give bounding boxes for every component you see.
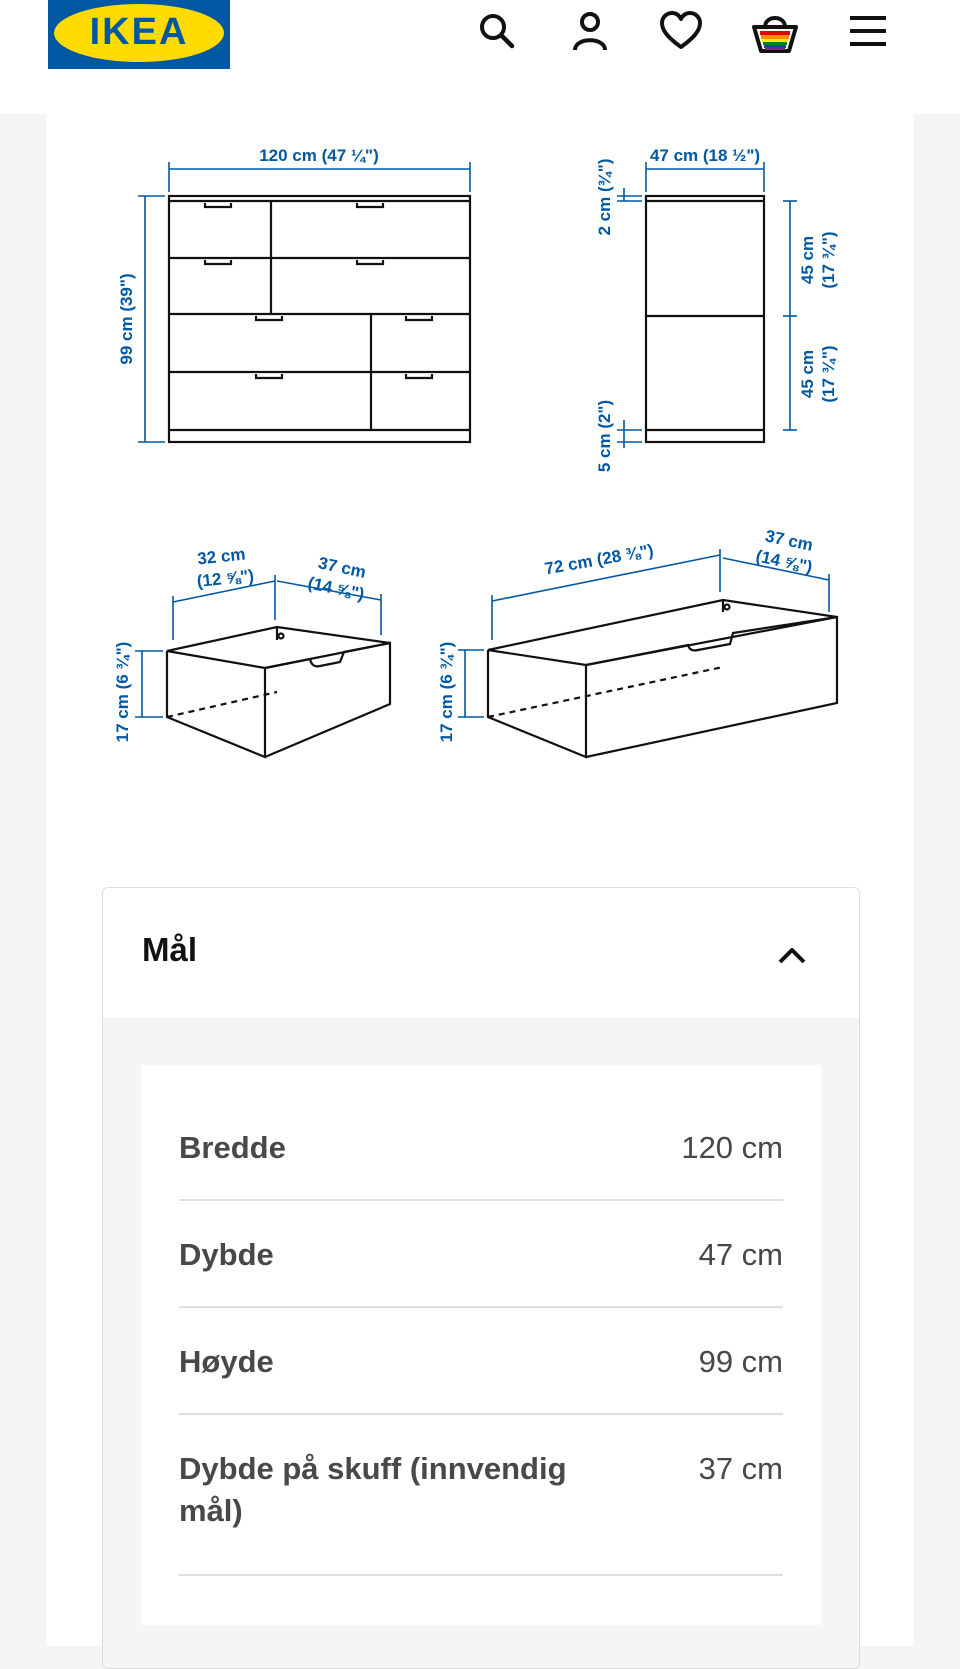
ikea-logo[interactable] (48, 0, 230, 69)
search-icon[interactable] (472, 6, 522, 56)
dimension-label: Dybde på skuff (innvendig (179, 1451, 567, 1486)
dimension-row (179, 1339, 783, 1415)
label-small-height: 17 cm (6 ¾") (113, 641, 132, 743)
dimension-label: Høyde (179, 1344, 274, 1379)
dimension-value: 47 cm (698, 1237, 783, 1272)
dimension-label: Dybde (179, 1237, 274, 1272)
label-large-depth-in: (14 ⅝") (754, 546, 815, 577)
label-small-depth-in: (14 ⅝") (306, 573, 367, 604)
accordion-header[interactable] (103, 888, 859, 1018)
label-side-upper: 45 cm (798, 235, 817, 285)
label-large-height: 17 cm (6 ¾") (437, 641, 456, 743)
dimension-drawing (100, 120, 860, 840)
site-header (0, 0, 960, 114)
label-small-depth: 37 cm (316, 553, 368, 582)
label-small-width-in: (12 ⅝") (195, 566, 255, 591)
label-side-lower: 45 cm (798, 349, 817, 399)
label-front-height: 99 cm (39") (117, 273, 136, 365)
label-large-width: 72 cm (28 ⅜") (543, 540, 655, 579)
dimensions-accordion (102, 887, 860, 1669)
accordion-title: Mål (142, 931, 198, 968)
label-side-top: 2 cm (¾") (595, 158, 614, 236)
label-side-lower-in: (17 ¾") (819, 345, 838, 403)
logo-text: IKEA (89, 11, 189, 53)
dimension-value: 37 cm (698, 1451, 783, 1486)
user-icon[interactable] (565, 6, 615, 56)
dimension-value: 120 cm (681, 1130, 783, 1165)
label-large-depth: 37 cm (763, 526, 815, 555)
menu-icon[interactable] (843, 6, 893, 56)
label-side-depth: 47 cm (18 ½") (649, 146, 761, 165)
chevron-up-icon[interactable] (767, 930, 817, 980)
dimension-label: Bredde (179, 1130, 286, 1165)
dimension-row (179, 1125, 783, 1201)
label-side-base: 5 cm (2") (595, 399, 614, 473)
heart-icon[interactable] (656, 6, 706, 56)
basket-icon[interactable] (750, 6, 800, 56)
label-small-width: 32 cm (196, 544, 247, 569)
dimension-row (179, 1232, 783, 1308)
dimension-table (141, 1065, 821, 1625)
dimension-label-continued: mål) (179, 1493, 243, 1528)
label-side-upper-in: (17 ¾") (819, 231, 838, 289)
dimension-value: 99 cm (698, 1344, 783, 1379)
dimension-row (179, 1446, 783, 1576)
label-front-width: 120 cm (47 ¼") (259, 146, 379, 165)
